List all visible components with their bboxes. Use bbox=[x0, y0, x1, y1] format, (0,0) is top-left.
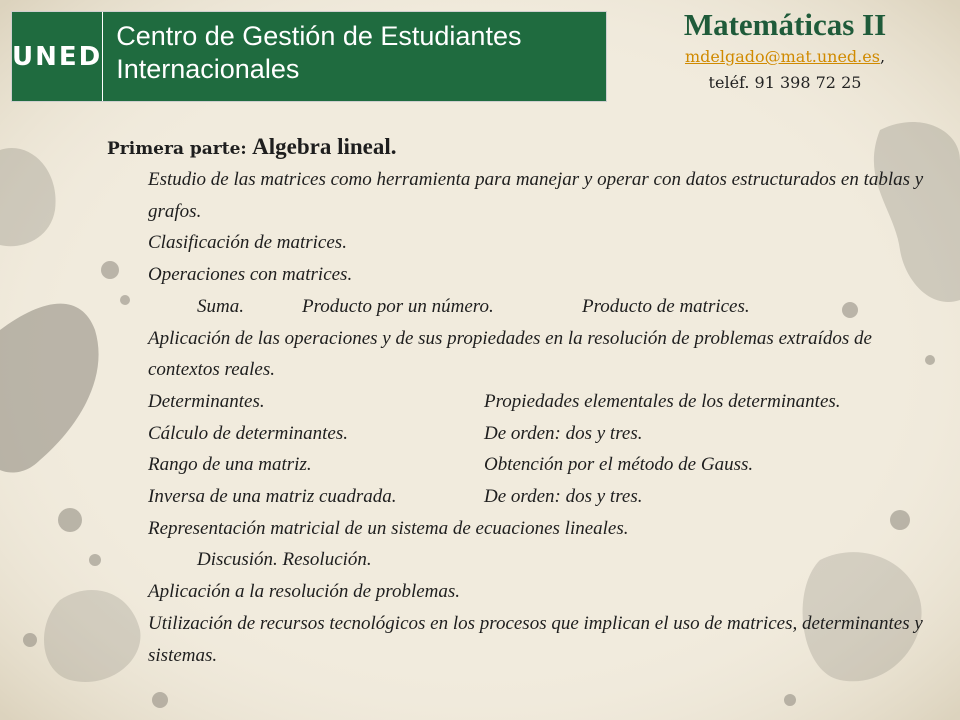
logo-text: UNED bbox=[12, 41, 103, 72]
list-item: Operaciones con matrices. bbox=[148, 264, 353, 286]
pair-row bbox=[148, 481, 937, 513]
list-subitem: Discusión. Resolución. bbox=[197, 549, 372, 571]
pair-left: Cálculo de determinantes. bbox=[148, 422, 348, 444]
pair-left: Inversa de una matriz cuadrada. bbox=[148, 486, 397, 508]
center-name: Centro de Gestión de Estudiantes Internacionales bbox=[116, 21, 522, 84]
syllabus-content bbox=[107, 132, 937, 671]
op-product: Producto de matrices. bbox=[582, 295, 750, 317]
contact-email-line bbox=[620, 44, 950, 70]
pair-right: De orden: dos y tres. bbox=[484, 486, 643, 508]
uned-logo bbox=[12, 12, 103, 101]
list-item: Clasificación de matrices. bbox=[148, 232, 347, 254]
email-link[interactable]: mdelgado@mat.uned.es bbox=[684, 47, 880, 66]
list-item: Aplicación de las operaciones y de sus propiedades en la resolución de problemas extraídos de contextos reales. bbox=[148, 327, 872, 381]
list-item: Aplicación a la resolución de problemas. bbox=[148, 581, 461, 603]
pair-right: Obtención por el método de Gauss. bbox=[484, 454, 754, 476]
email-suffix: , bbox=[879, 47, 886, 66]
center-banner bbox=[11, 11, 607, 102]
operations-row bbox=[197, 291, 937, 323]
list-item: Estudio de las matrices como herramienta para manejar y operar con datos estructurados en tablas y grafos. bbox=[148, 169, 924, 222]
pair-row bbox=[148, 386, 937, 418]
contact-phone: teléf. 91 398 72 25 bbox=[708, 73, 862, 92]
op-scalar: Producto por un número. bbox=[302, 295, 494, 317]
pair-row bbox=[148, 418, 937, 450]
course-title: Matemáticas II bbox=[683, 7, 887, 42]
list-item: Utilización de recursos tecnológicos en los procesos que implican el uso de matrices, determinantes y sistemas. bbox=[148, 612, 923, 666]
course-header bbox=[620, 6, 950, 96]
pair-row bbox=[148, 449, 937, 481]
section-heading bbox=[107, 132, 937, 164]
op-sum: Suma. bbox=[197, 295, 244, 317]
pair-right: De orden: dos y tres. bbox=[484, 422, 643, 444]
list-item: Representación matricial de un sistema de ecuaciones lineales. bbox=[148, 517, 629, 539]
pair-left: Rango de una matriz. bbox=[148, 454, 312, 476]
pair-right: Propiedades elementales de los determinantes. bbox=[484, 390, 841, 412]
pair-left: Determinantes. bbox=[148, 390, 265, 412]
section-label: Primera parte: bbox=[107, 139, 247, 159]
section-topic: Algebra lineal. bbox=[252, 134, 397, 159]
